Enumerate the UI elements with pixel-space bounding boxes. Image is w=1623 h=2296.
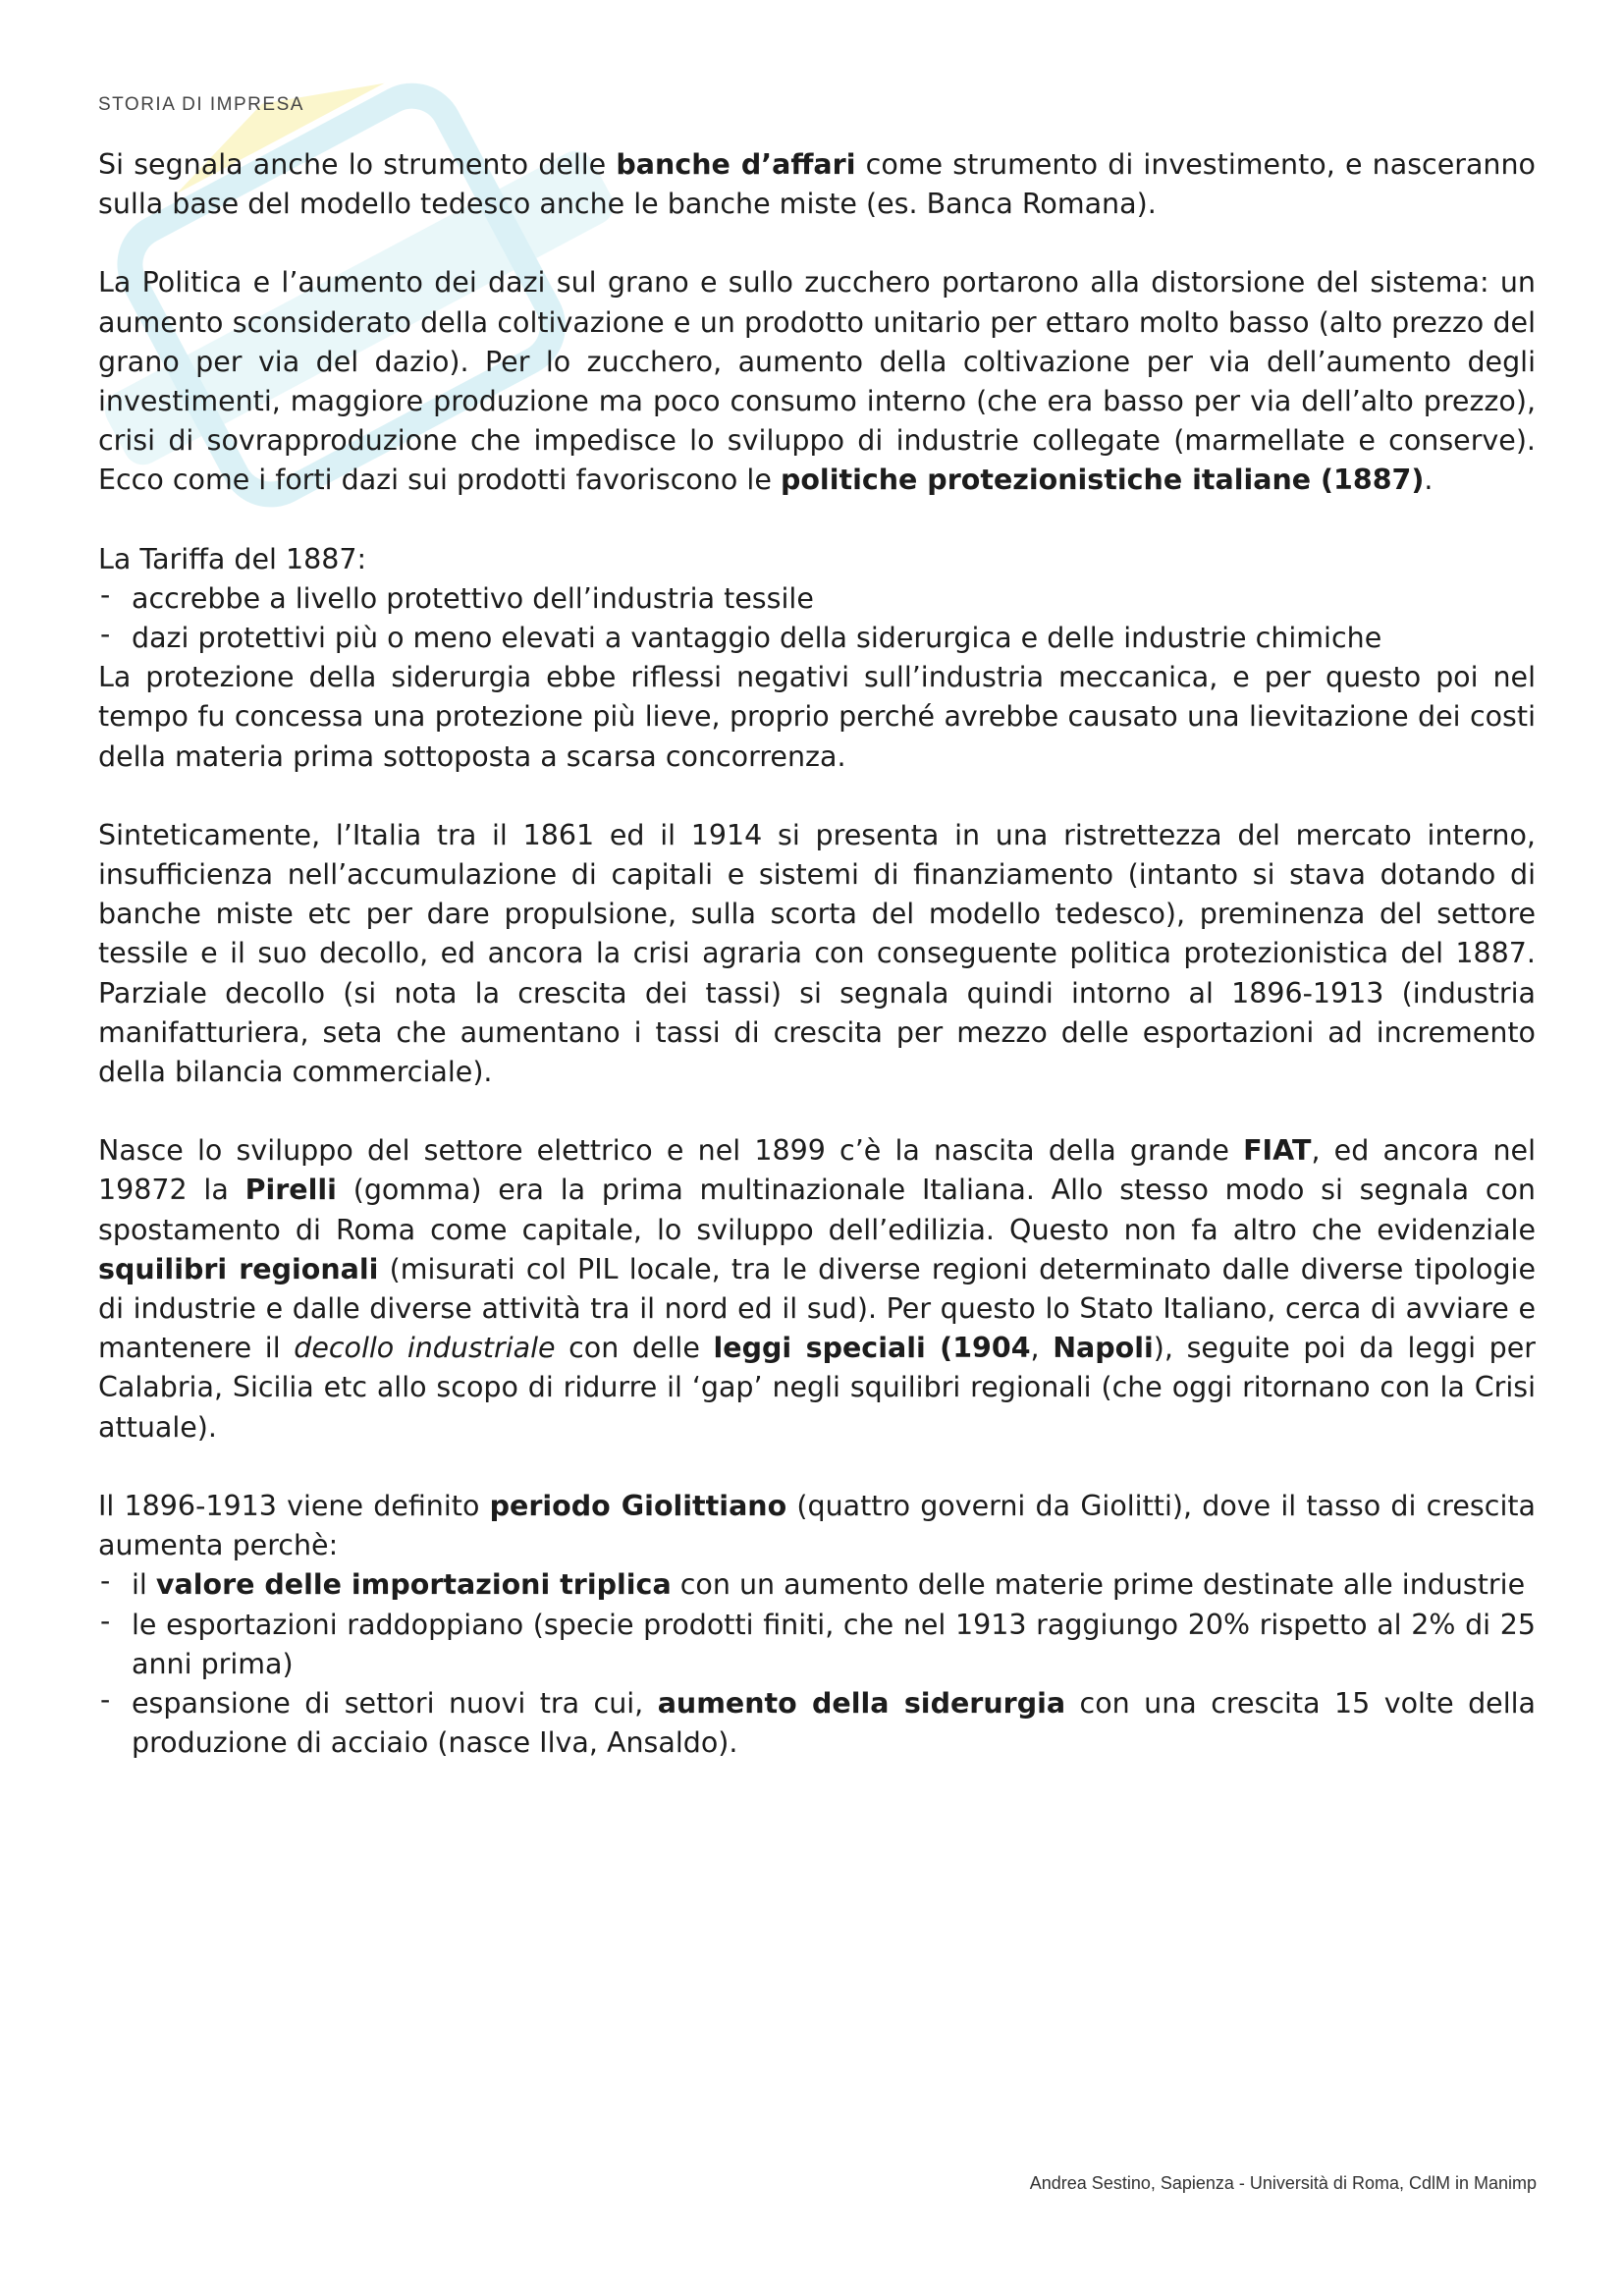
bold-term: FIAT	[1243, 1134, 1312, 1168]
text-run: come strumento di investimento, e nasceranno sulla base del modello tedesco anche le banche miste (es. Banca Romana).	[98, 148, 1536, 221]
paragraph-sintesi: Sinteticamente, l’Italia tra il 1861 ed il 1914 si presenta in una ristrettezza del mercato interno, insufficienza nell’accumulazione di capitali e sistemi di finanziamento (intanto si stava dotando di banche miste etc per dare propulsione, sulla scorta del modello tedesco), preminenza del settore tessile e il suo decollo, ed ancora la crisi agraria con conseguente politica protezionistica del 1887. Parziale decollo (si nota la crescita dei tassi) si segnala quindi intorno al 1896-1913 (industria manifatturiera, seta che aumentano i tassi di crescita per mezzo delle esportazioni ad incremento della bilancia commerciale).	[98, 818, 1536, 1089]
text-run: La Politica e l’aumento dei dazi sul grano e sullo zucchero portarono alla distorsione del sistema: un aumento sconsiderato della coltivazione e un prodotto unitario per ettaro molto basso (alto prezzo del grano per via del dazio). Per lo zucchero, aumento della coltivazione per via dell’aumento degli investimenti, maggiore produzione ma poco consumo interno (che era basso per via dell’alto prezzo), crisi di sovrapproduzione che impedisce lo sviluppo di industrie collegate (marmellate e conserve). Ecco come i forti dazi sui prodotti favoriscono le	[98, 266, 1536, 497]
text-run: le esportazioni raddoppiano (specie prodotti finiti, che nel 1913 raggiungo 20% rispetto al 2% di 25 anni prima)	[132, 1608, 1536, 1680]
bold-term: leggi speciali (1904	[713, 1332, 1031, 1365]
paragraph-fiat	[98, 1131, 1536, 1448]
paragraph-dazi	[98, 263, 1536, 500]
page-footer: Andrea Sestino, Sapienza - Università di Roma, CdlM in Manimp	[1029, 2173, 1537, 2193]
bold-term: banche d’affari	[616, 148, 856, 181]
list-item	[98, 1565, 1536, 1605]
text-run: , ed ancora nel 19872 la	[98, 1134, 1536, 1207]
text-run: (misurati col PIL locale, tra le diverse regioni determinato dalle diverse tipologie di industrie e dalle diverse attività tra il nord ed il sud). Per questo lo Stato Italiano, cerca di avviare e mantenere il	[98, 1252, 1536, 1365]
text-run: (quattro governi da Giolitti), dove il tasso di crescita aumenta perchè:	[98, 1489, 1537, 1562]
text-run: (gomma) era la prima multinazionale Italiana. Allo stesso modo si segnala con spostamento di Roma come capitale, lo sviluppo dell’edilizia. Questo non fa altro che evidenziale	[98, 1174, 1536, 1246]
text-run: con delle	[555, 1332, 714, 1365]
bold-term: valore delle importazioni triplica	[155, 1568, 672, 1602]
text-run: ,	[1030, 1332, 1054, 1365]
bold-term: politiche protezionistiche italiane (1887)	[780, 464, 1425, 497]
text-run: il	[132, 1568, 156, 1602]
text-run: con una crescita 15 volte della produzione di acciaio (nasce Ilva, Ansaldo).	[132, 1686, 1537, 1760]
page-header: STORIA DI IMPRESA	[98, 94, 304, 115]
document-body	[98, 145, 1536, 1802]
text-run: .	[1424, 464, 1434, 497]
list-item	[98, 1684, 1536, 1763]
paragraph-siderurgia: La protezione della siderurgia ebbe riflessi negativi sull’industria meccanica, e per questo poi nel tempo fu concessa una protezione più lieve, proprio perché avrebbe causato una lievitazione dei costi della materia prima sottoposta a scarsa concorrenza.	[98, 661, 1536, 773]
text-run: ), seguite poi da leggi per Calabria, Sicilia etc allo scopo di ridurre il ‘gap’ negli squilibri regionali (che oggi ritornano con la Crisi attuale).	[98, 1332, 1536, 1444]
bold-term: squilibri regionali	[98, 1252, 379, 1285]
text-run: Il 1896-1913 viene definito	[98, 1489, 490, 1522]
giolitti-list	[98, 1565, 1536, 1763]
text-run: espansione di settori nuovi tra cui,	[132, 1686, 658, 1720]
bold-term: aumento della siderurgia	[657, 1686, 1066, 1720]
text-run: Si segnala anche lo strumento delle	[98, 148, 617, 181]
list-item	[98, 1606, 1536, 1684]
paragraph-giolitti	[98, 1487, 1536, 1565]
list-item: - accrebbe a livello protettivo dell’industria tessile	[98, 579, 1536, 619]
text-run: Nasce lo sviluppo del settore elettrico e nel 1899 c’è la nascita della grande	[98, 1134, 1244, 1168]
tariff-intro: La Tariffa del 1887:	[98, 542, 367, 575]
text-run: con un aumento delle materie prime destinate alle industrie	[671, 1568, 1526, 1602]
italic-term: decollo industriale	[294, 1332, 556, 1365]
list-item: - dazi protettivi più o meno elevati a vantaggio della siderurgica e delle industrie chimiche	[98, 619, 1536, 658]
paragraph-banche	[98, 145, 1536, 224]
bold-term: periodo Giolittiano	[489, 1489, 787, 1522]
bold-term: Napoli	[1053, 1332, 1154, 1365]
tariff-list	[98, 579, 1536, 658]
bold-term: Pirelli	[244, 1174, 337, 1207]
